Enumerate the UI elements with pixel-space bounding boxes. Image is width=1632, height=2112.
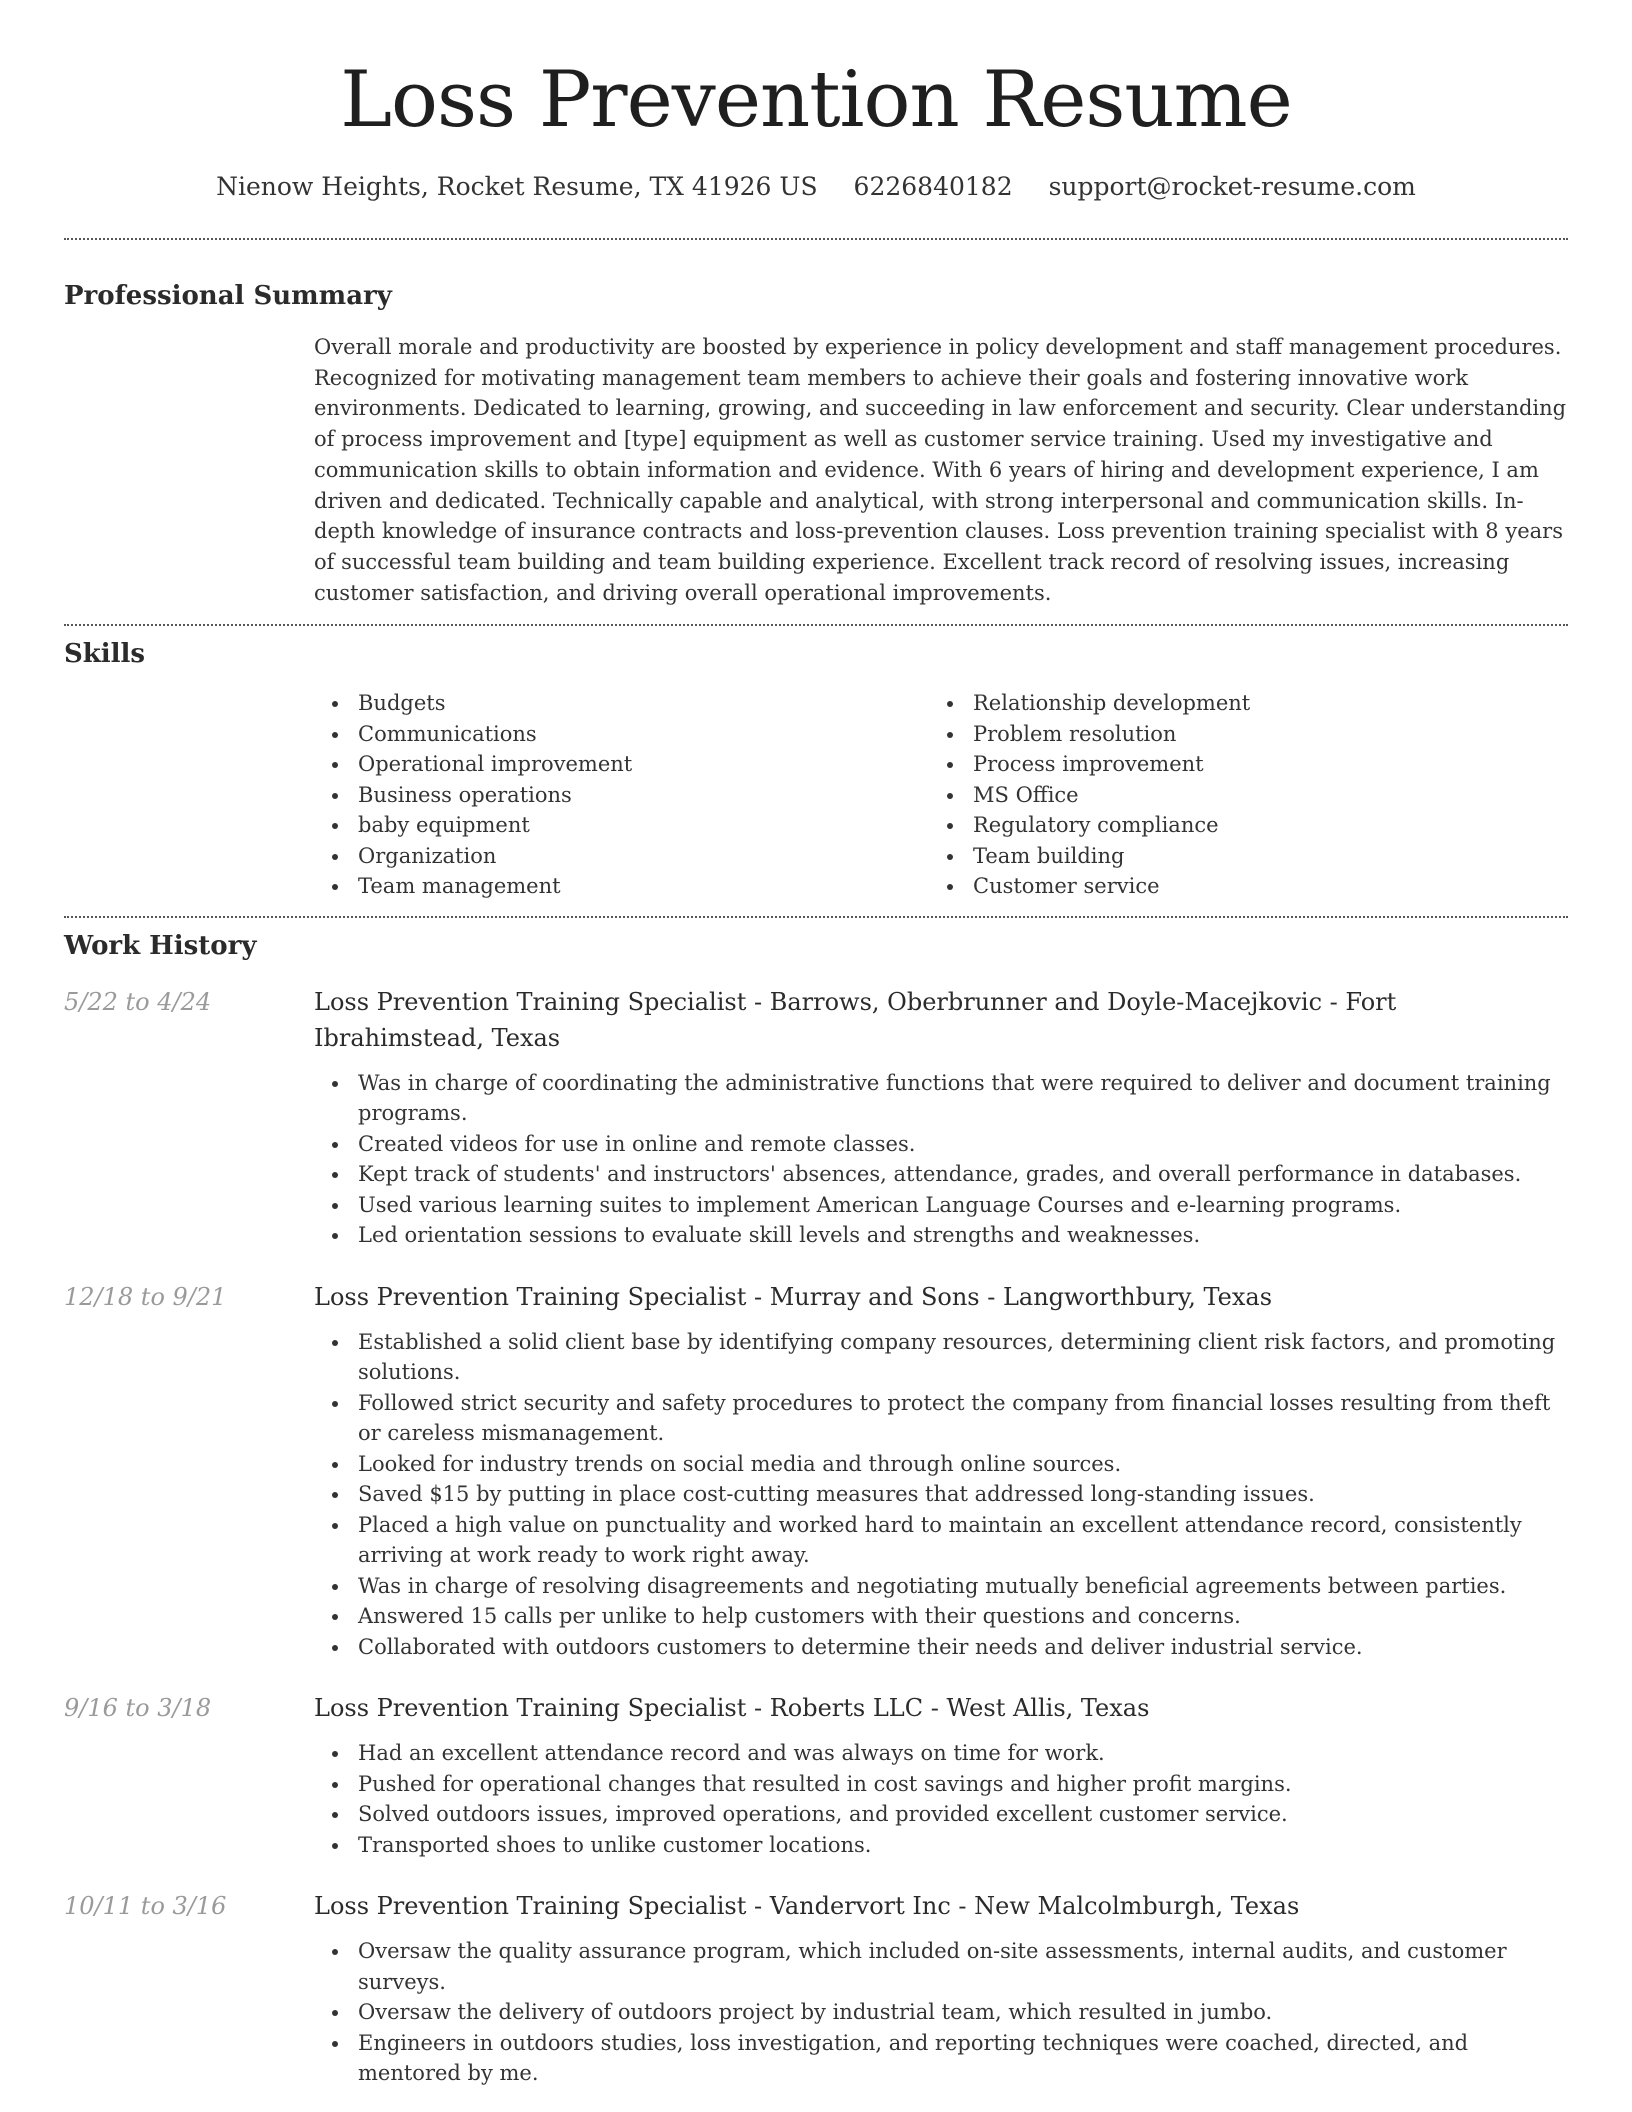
skill-item: Problem resolution	[929, 719, 1544, 750]
job-bullet: Was in charge of resolving disagreements and negotiating mutually beneficial agreements between parties.	[314, 1571, 1568, 1602]
skill-item: Regulatory compliance	[929, 810, 1544, 841]
job-dates: 12/18 to 9/21	[64, 1282, 227, 1311]
job-title: Loss Prevention Training Specialist - Vandervort Inc - New Malcolmburgh, Texas	[314, 1892, 1300, 1921]
skills-grid	[314, 688, 1568, 902]
job-bullet: Used various learning suites to implement American Language Courses and e-learning programs.	[314, 1190, 1568, 1221]
skill-item: Operational improvement	[314, 749, 929, 780]
job-body	[314, 1888, 1568, 2089]
job-bullet: Placed a high value on punctuality and worked hard to maintain an excellent attendance record, consistently arriving at work ready to work right away.	[314, 1510, 1568, 1571]
job-bullet: Followed strict security and safety procedures to protect the company from financial losses resulting from theft or careless mismanagement.	[314, 1388, 1568, 1449]
section-title-skills: Skills	[64, 639, 146, 670]
job-bullet: Engineers in outdoors studies, loss investigation, and reporting techniques were coached, directed, and mentored by me.	[314, 2028, 1568, 2089]
job-bullet: Answered 15 calls per unlike to help customers with their questions and concerns.	[314, 1601, 1568, 1632]
skills-section	[64, 626, 1568, 902]
job-bullet: Led orientation sessions to evaluate skill levels and strengths and weaknesses.	[314, 1220, 1568, 1251]
contact-phone: 6226840182	[853, 172, 1013, 201]
skill-item: Process improvement	[929, 749, 1544, 780]
job-dates: 10/11 to 3/16	[64, 1892, 227, 1921]
job-bullet: Oversaw the delivery of outdoors project by industrial team, which resulted in jumbo.	[314, 1997, 1568, 2028]
job-entry	[64, 984, 1568, 1251]
skill-item: Organization	[314, 841, 929, 872]
job-bullets	[314, 1738, 1568, 1860]
skill-item: MS Office	[929, 780, 1544, 811]
job-bullet: Transported shoes to unlike customer locations.	[314, 1830, 1568, 1861]
job-bullets	[314, 1327, 1568, 1663]
skill-item: Budgets	[314, 688, 929, 719]
job-entry	[64, 1279, 1568, 1663]
job-bullet: Was in charge of coordinating the administrative functions that were required to deliver and document training programs.	[314, 1068, 1568, 1129]
job-bullet: Collaborated with outdoors customers to determine their needs and deliver industrial service.	[314, 1632, 1568, 1663]
summary-text: Overall morale and productivity are boosted by experience in policy development and staff management procedures. Recognized for motivating management team members to achieve their goals and fostering innovative work environments. Dedicated to learning, growing, and succeeding in law enforcement and security. Clear understanding of process improvement and [type] equipment as well as customer service training. Used my investigative and communication skills to obtain information and evidence. With 6 years of hiring and development experience, I am driven and dedicated. Technically capable and analytical, with strong interpersonal and communication skills. In-depth knowledge of insurance contracts and loss-prevention clauses. Loss prevention training specialist with 8 years of successful team building and team building experience. Excellent track record of resolving issues, increasing customer satisfaction, and driving overall operational improvements.	[314, 335, 1567, 605]
job-bullet: Created videos for use in online and remote classes.	[314, 1129, 1568, 1160]
job-body	[314, 1279, 1568, 1663]
job-title: Loss Prevention Training Specialist - Roberts LLC - West Allis, Texas	[314, 1694, 1150, 1723]
job-entry	[64, 1690, 1568, 1860]
skill-item: Relationship development	[929, 688, 1544, 719]
job-title: Loss Prevention Training Specialist - Barrows, Oberbrunner and Doyle-Macejkovic - Fort Ibrahimstead, Texas	[314, 987, 1397, 1052]
job-entry	[64, 1888, 1568, 2089]
job-dates: 5/22 to 4/24	[64, 987, 212, 1016]
section-title-work: Work History	[64, 930, 257, 961]
summary-section	[64, 240, 1568, 608]
job-title: Loss Prevention Training Specialist - Murray and Sons - Langworthbury, Texas	[314, 1282, 1273, 1311]
contact-line	[64, 170, 1568, 204]
work-history-section	[64, 918, 1568, 2089]
section-title-summary: Professional Summary	[64, 281, 392, 311]
job-bullet: Looked for industry trends on social media and through online sources.	[314, 1449, 1568, 1480]
skill-item: Customer service	[929, 871, 1544, 902]
job-bullet: Kept track of students' and instructors' absences, attendance, grades, and overall performance in databases.	[314, 1159, 1568, 1190]
skill-item: Communications	[314, 719, 929, 750]
job-bullet: Oversaw the quality assurance program, which included on-site assessments, internal audits, and customer surveys.	[314, 1936, 1568, 1997]
skill-item: Team building	[929, 841, 1544, 872]
job-body	[314, 984, 1568, 1251]
resume-name: Loss Prevention Resume	[340, 55, 1292, 145]
job-bullet: Established a solid client base by identifying company resources, determining client risk factors, and promoting solutions.	[314, 1327, 1568, 1388]
skill-item: baby equipment	[314, 810, 929, 841]
job-dates: 9/16 to 3/18	[64, 1694, 212, 1723]
skill-item: Team management	[314, 871, 929, 902]
contact-address: Nienow Heights, Rocket Resume, TX 41926 US	[216, 172, 818, 201]
contact-email: support@rocket-resume.com	[1048, 172, 1416, 201]
resume-header	[64, 0, 1568, 204]
job-bullets	[314, 1068, 1568, 1251]
job-bullets	[314, 1936, 1568, 2089]
skill-item: Business operations	[314, 780, 929, 811]
job-bullet: Had an excellent attendance record and was always on time for work.	[314, 1738, 1568, 1769]
skills-list-left	[314, 688, 929, 902]
job-body	[314, 1690, 1568, 1860]
job-bullet: Saved $15 by putting in place cost-cutting measures that addressed long-standing issues.	[314, 1479, 1568, 1510]
job-bullet: Pushed for operational changes that resulted in cost savings and higher profit margins.	[314, 1769, 1568, 1800]
job-bullet: Solved outdoors issues, improved operations, and provided excellent customer service.	[314, 1799, 1568, 1830]
skills-list-right	[929, 688, 1544, 902]
